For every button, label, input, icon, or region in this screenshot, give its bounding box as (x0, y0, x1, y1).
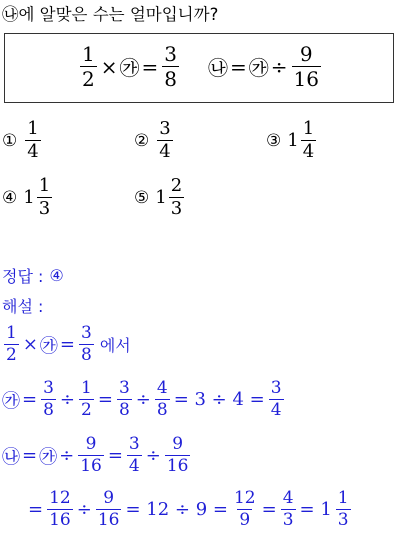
ga-symbol: ㉮ (39, 335, 58, 357)
ga-symbol: ㉮ (39, 446, 58, 468)
solution-line-1: $\frac{1}{2}$ × ㉮ = $\frac{3}{8}$ 에서 (6, 323, 131, 365)
option-4[interactable]: ④ 1 $\frac{1}{3}$ (2, 175, 51, 219)
fraction: $\frac{9}{16}$ (293, 42, 319, 91)
answer-line (2, 264, 64, 287)
equation-1: $\frac{1}{2}$ × ㉮ = $\frac{3}{8}$ (82, 42, 177, 91)
fraction: $\frac{3}{8}$ (164, 42, 177, 91)
ga-symbol: ㉮ (119, 56, 140, 80)
ga-symbol: ㉮ (2, 390, 20, 412)
answer-value: ④ (49, 266, 64, 285)
condition-box (4, 33, 394, 103)
question-title (2, 1, 218, 25)
na-symbol: ㉯ (208, 56, 228, 80)
option-5[interactable]: ⑤ 1 $\frac{2}{3}$ (134, 175, 183, 219)
option-3[interactable]: ③ 1 $\frac{1}{4}$ (266, 118, 315, 162)
na-symbol: ㉯ (2, 446, 20, 468)
question-text: 에 알맞은 수는 얼마입니까? (18, 5, 219, 24)
solution-line-2: ㉮ = $\frac{3}{8}$ ÷ $\frac{1}{2}$ = $\frac{3}{8}$ ÷ $\frac{4}{8}$ = 3 ÷ 4 = $\frac{3}{4}$ (2, 378, 282, 420)
fraction: $\frac{1}{2}$ (82, 42, 95, 91)
solution-line-3: ㉯ = ㉮ ÷ $\frac{9}{16}$ = $\frac{3}{4}$ ÷ $\frac{9}{16}$ (2, 434, 189, 476)
equation-2: ㉯ = ㉮ ÷ $\frac{9}{16}$ (208, 42, 319, 91)
question-marker: ㉯ (2, 5, 19, 24)
solution-line-4: = $\frac{12}{16}$ ÷ $\frac{9}{16}$ = 12 ÷ 9 = $\frac{12}{9}$ = $\frac{4}{3}$ = 1 $\frac{1}{3}$ (28, 488, 349, 530)
ga-symbol: ㉮ (248, 56, 269, 80)
option-2[interactable]: ② $\frac{3}{4}$ (134, 118, 171, 162)
answer-label: 정답 : (2, 267, 44, 286)
explanation-label: 해설 : (2, 297, 44, 316)
option-1[interactable]: ① $\frac{1}{4}$ (2, 118, 39, 162)
